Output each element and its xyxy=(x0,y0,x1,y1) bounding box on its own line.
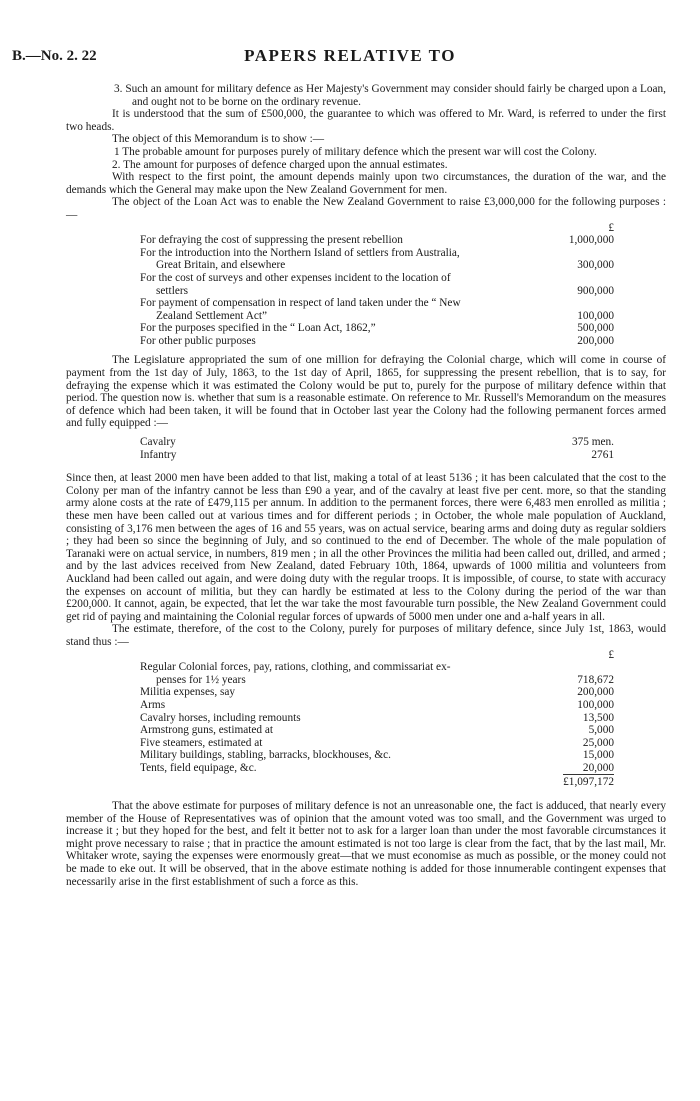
paragraph-point-1: 1 The probable amount for purposes purely of military defence which the present war will cost the Colony. xyxy=(114,145,597,158)
list-item-cont: settlers 900,000 xyxy=(156,284,614,297)
list-item: Militia expenses, say 200,000 xyxy=(140,686,614,699)
currency-symbol: £ xyxy=(608,221,614,234)
list-item-cont: Great Britain, and elsewhere 300,000 xyxy=(156,259,614,272)
list-item: Cavalry 375 men. xyxy=(140,436,614,449)
list-item: Military buildings, stabling, barracks, blockhouses, &c. 15,000 xyxy=(140,749,614,762)
list-item: For the purposes specified in the “ Loan Act, 1862,” 500,000 xyxy=(140,322,614,335)
paragraph-respect: With respect to the first point, the amount depends mainly upon two circumstances, the duration of the war, and the demands which the General may make upon the New Zealand Government for men. xyxy=(66,171,666,196)
cost-estimate-list xyxy=(140,649,614,790)
paragraph-point-2: 2. The amount for purposes of defence charged upon the annual estimates. xyxy=(112,158,448,171)
list-item-cont: penses for 1½ years 718,672 xyxy=(156,673,614,686)
list-item: For other public purposes 200,000 xyxy=(140,334,614,347)
total-row xyxy=(140,774,614,789)
list-item-cont: Zealand Settlement Act” 100,000 xyxy=(156,309,614,322)
paragraph-legislature: The Legislature appropriated the sum of one million for defraying the Colonial charge, which will come in course of payment from the 1st day of July, 1863, to the 1st day of April, 1865, for suppressing the present rebellion, that is to say, for defraying the expense which it was estimated the Colony would be put to, purely for the purpose of military defence within that period. The question now is. whether that sum is a reasonable estimate. On reference to Mr. Russell's Memorandum on the measures of defence which had been taken, it will be found that in October last year the Colony had the following permanent forces armed and fully equipped :— xyxy=(66,354,666,430)
paragraph-since: Since then, at least 2000 men have been added to that list, making a total of at least 5136 ; it has been calculated that the cost to the Colony per man of the infantry cannot be less than £90 a year, and of the cavalry at least five per cent. more, so that the standing army alone costs at the rate of £479,115 per annum. In addition to the permanent forces, there were 6,483 men enrolled as militia ; these men have been called out at various times and for different periods ; in October, the whole male population of Auckland, consisting of 3,176 men between the ages of 16 and 55 years, was on actual service, bearing arms and doing duty as regular soldiers ; they had been so since the beginning of July, and so continued to the end of December. The whole of the male population of Taranaki were on actual service, in numbers, 819 men ; in all the other Provinces the militia had been called out, drilled, and armed ; and by the last advices received from New Zealand, dated February 10th, 1864, upwards of 1000 militia and volunteers from Auckland had been called out again, and were doing duty with the regular troops. It is impossible, of course, to state with accuracy the expenses on account of militia, but they can hardly be estimated at less to the Colony during the period of the war than £200,000. It cannot, again, be expected, that let the war take the most favourable turn possible, the New Zealand Government could get rid of paying and maintaining the Colonial regular forces of upwards of 5000 men under one and a-half years in all. xyxy=(66,472,666,623)
cost-total: £1,097,172 xyxy=(563,776,614,789)
list-item: Regular Colonial forces, pay, rations, clothing, and commissariat ex- xyxy=(140,661,451,674)
paragraph-item-3: 3. Such an amount for military defence as Her Majesty's Government may consider should fairly be charged upon a Loan, and ought not to be borne on the ordinary revenue. xyxy=(114,83,666,108)
list-item: Tents, field equipage, &c. 20,000 xyxy=(140,761,614,774)
list-item: Arms 100,000 xyxy=(140,698,614,711)
paragraph-loan-act: The object of the Loan Act was to enable the New Zealand Government to raise £3,000,000 for the following purposes :— xyxy=(66,196,666,221)
list-item: For the introduction into the Northern Island of settlers from Australia, xyxy=(140,246,460,259)
list-item: Five steamers, estimated at 25,000 xyxy=(140,736,614,749)
list-item: For payment of compensation in respect of land taken under the “ New xyxy=(140,297,461,310)
currency-symbol: £ xyxy=(608,648,614,661)
list-item: For defraying the cost of suppressing the present rebellion 1,000,000 xyxy=(140,234,614,247)
page-title: PAPERS RELATIVE TO xyxy=(244,46,456,65)
paragraph-final: That the above estimate for purposes of military defence is not an unreasonable one, the fact is adduced, that nearly every member of the House of Representatives was of opinion that the amount voted was too small, and the Government was urged to increase it ; but they hoped for the best, and felt it better not to ask for a larger loan than under the most favorable circumstances it might prove necessary to raise ; that in practice the amount estimated is not too large is clear from the fact, that by the last mail, Mr. Whitaker wrote, saying the expenses were enormously great—that we must economise as much as possible, or the money could not be made to eke out. It will be observed, that in the above estimate nothing is added for those innumerable contingent expenses that necessarily arise in the first establishment of such a force as this. xyxy=(66,800,666,888)
list-item: Armstrong guns, estimated at 5,000 xyxy=(140,724,614,737)
forces-list xyxy=(140,436,614,461)
paragraph-estimate: The estimate, therefore, of the cost to the Colony, purely for purposes of military defence, since July 1st, 1863, would stand thus :— xyxy=(66,623,666,648)
list-item: Infantry 2761 xyxy=(140,448,614,461)
list-item: Cavalry horses, including remounts 13,500 xyxy=(140,711,614,724)
list-item: For the cost of surveys and other expenses incident to the location of xyxy=(140,271,451,284)
paragraph-object: The object of this Memorandum is to show :— xyxy=(112,133,325,146)
page-reference: B.—No. 2. 22 xyxy=(12,48,97,64)
paragraph-understood: It is understood that the sum of £500,000, the guarantee to which was offered to Mr. Ward, is referred to under the first two heads. xyxy=(66,108,666,133)
page-header xyxy=(12,48,688,68)
document-body xyxy=(66,83,666,888)
loan-purposes-list xyxy=(140,222,614,348)
